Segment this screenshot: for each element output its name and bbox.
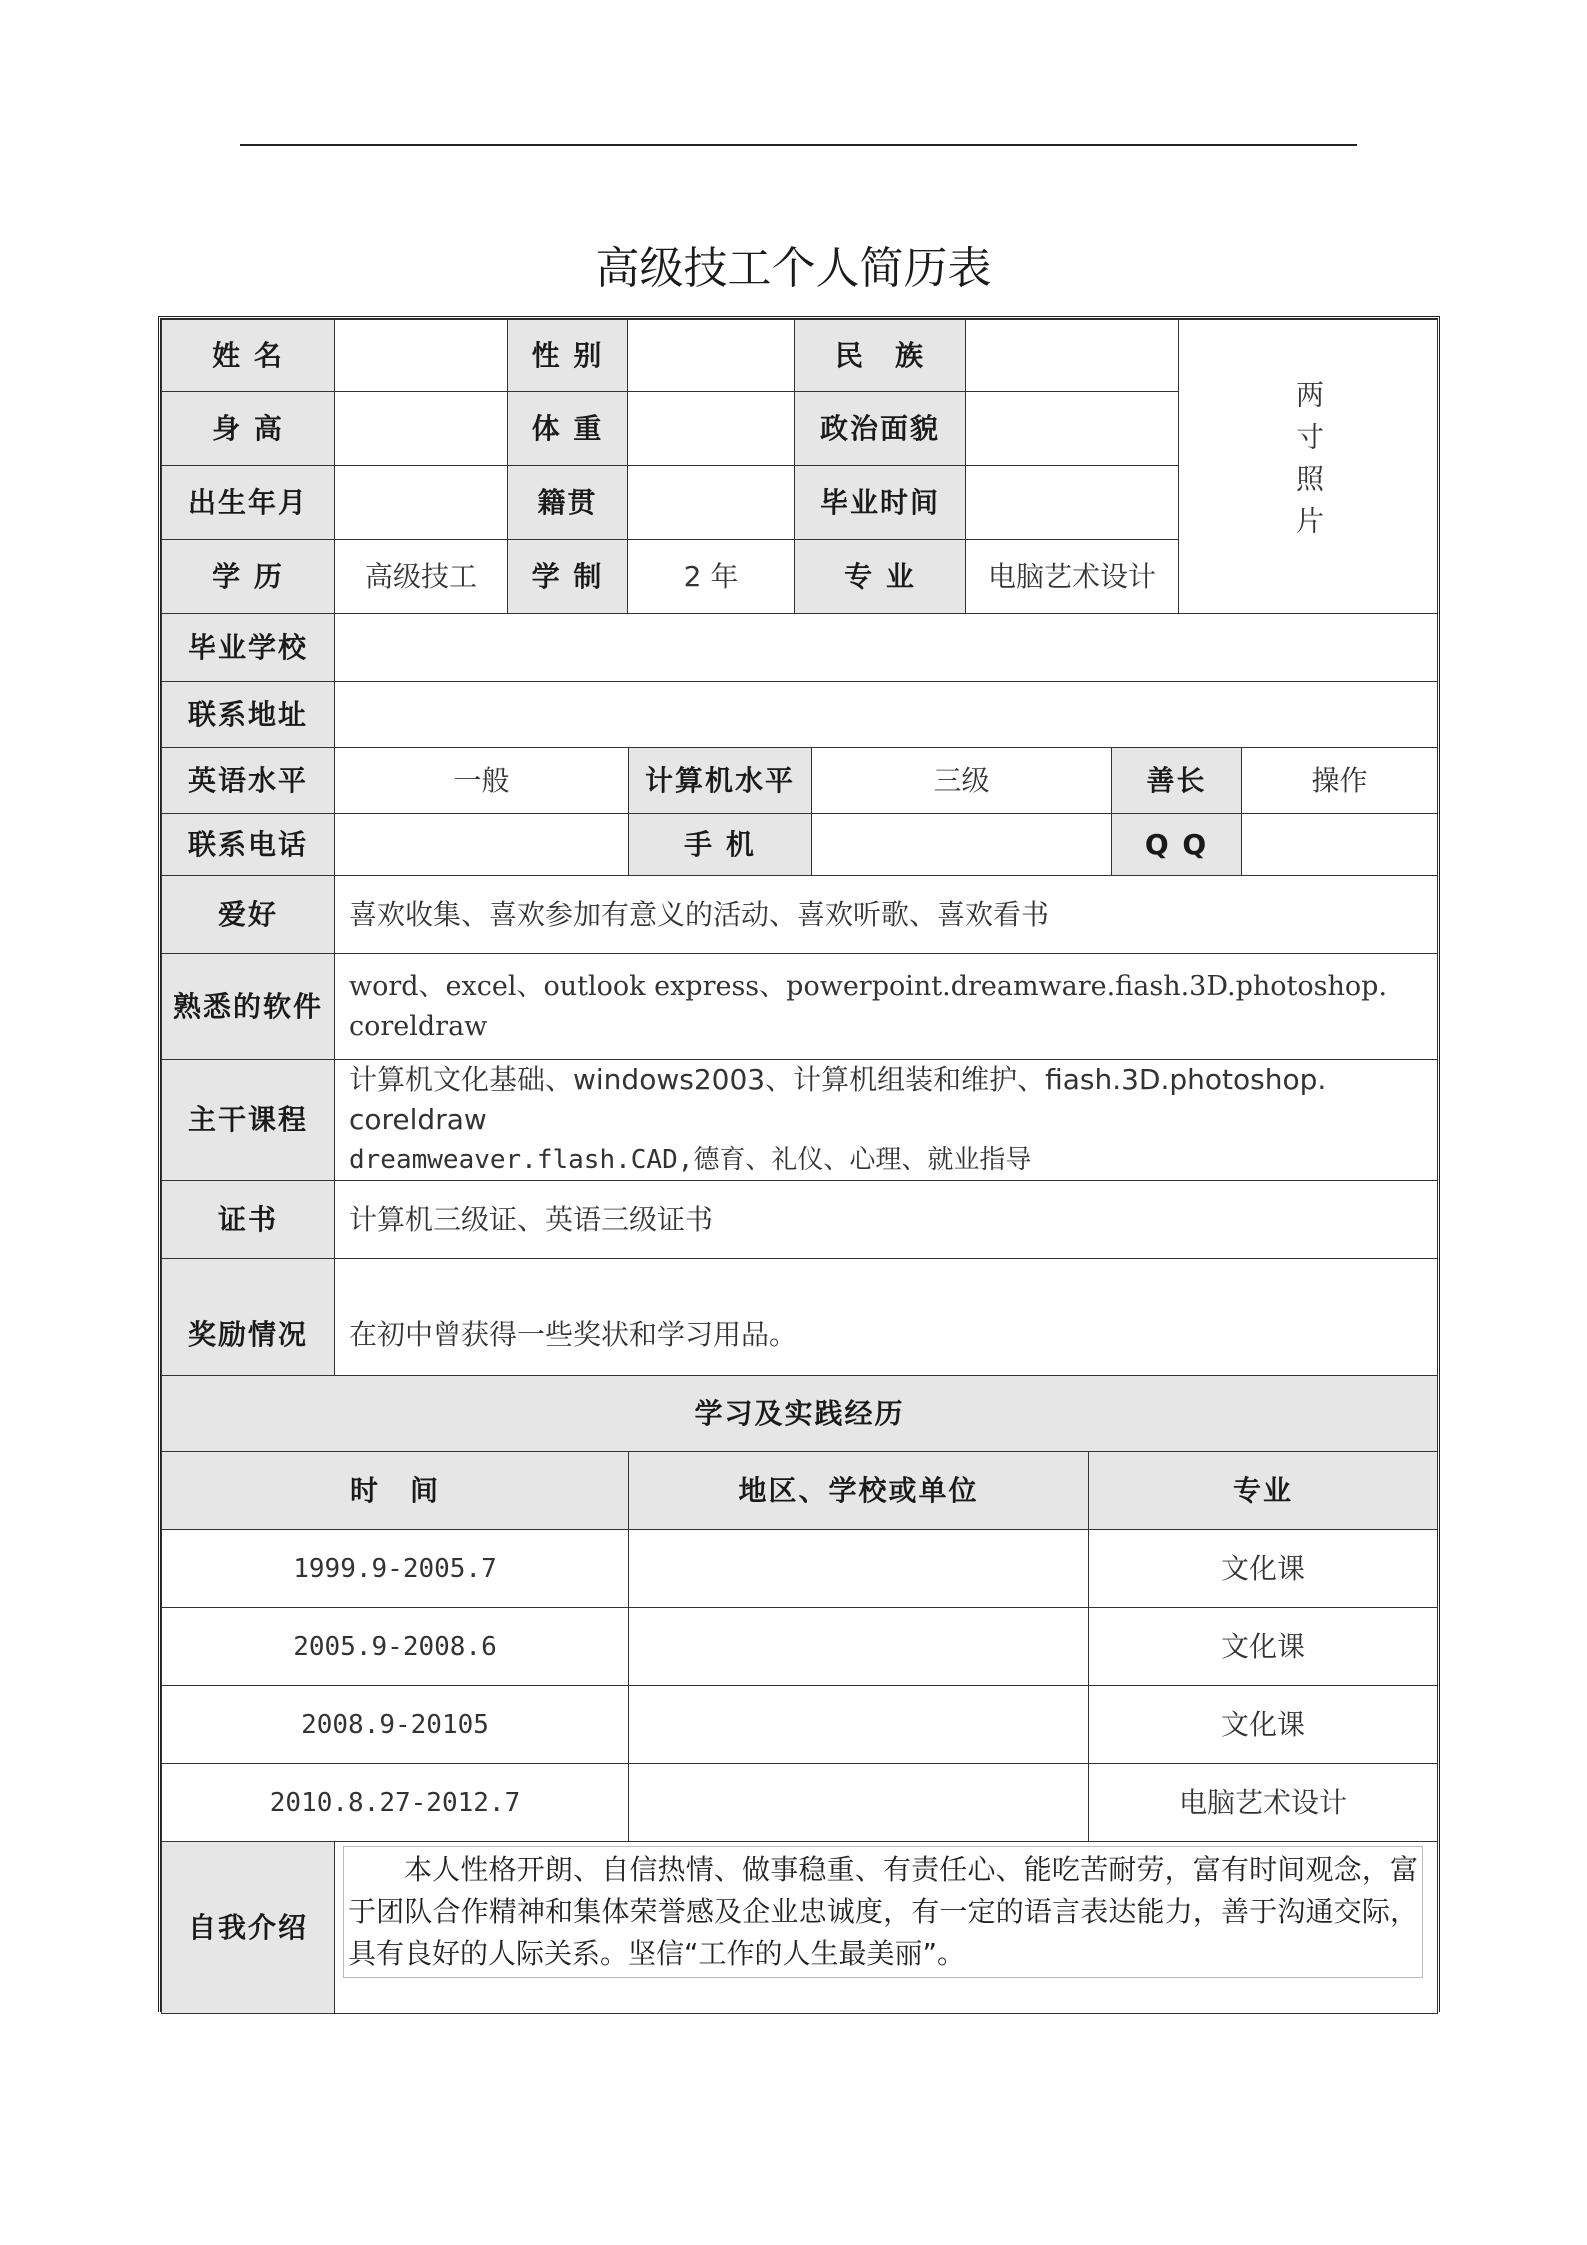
gender-label: 性 别 (508, 320, 628, 392)
height-value[interactable] (335, 392, 508, 466)
phone-label: 联系电话 (162, 814, 335, 876)
mobile-value[interactable] (812, 814, 1112, 876)
political-value[interactable] (966, 392, 1179, 466)
table-row (162, 1764, 1438, 1842)
computer-label: 计算机水平 (629, 748, 812, 814)
address-value[interactable] (335, 682, 1438, 748)
intro-text: 本人性格开朗、自信热情、做事稳重、有责任心、能吃苦耐劳，富有时间观念，富于团队合作精神和集体荣誉感及企业忠诚度，有一定的语言表达能力，善于沟通交际，具有良好的人际关系。坚信“工作的人生最美丽”。 (348, 1853, 1418, 1970)
origin-label: 籍贯 (508, 466, 628, 540)
birth-label: 出生年月 (162, 466, 335, 540)
experience-section-title: 学习及实践经历 (162, 1376, 1438, 1452)
exp-major[interactable]: 文化课 (1089, 1686, 1438, 1764)
education-label: 学 历 (162, 540, 335, 614)
major-label: 专 业 (795, 540, 966, 614)
table-row (162, 1686, 1438, 1764)
name-label: 姓 名 (162, 320, 335, 392)
intro-cell[interactable] (335, 1842, 1438, 2014)
strength-label: 善长 (1112, 748, 1242, 814)
exp-major[interactable]: 文化课 (1089, 1530, 1438, 1608)
name-value[interactable] (335, 320, 508, 392)
awards-value[interactable]: 在初中曾获得一些奖状和学习用品。 (335, 1259, 1438, 1411)
exp-time[interactable]: 2005.9-2008.6 (162, 1608, 629, 1686)
exp-col-place: 地区、学校或单位 (629, 1452, 1089, 1530)
birth-value[interactable] (335, 466, 508, 540)
graduation-time-label: 毕业时间 (795, 466, 966, 540)
resume-sheet (158, 316, 1440, 2012)
exp-col-major: 专业 (1089, 1452, 1438, 1530)
courses-label: 主干课程 (162, 1060, 335, 1181)
exp-major[interactable]: 电脑艺术设计 (1089, 1764, 1438, 1842)
ethnicity-value[interactable] (966, 320, 1179, 392)
address-label: 联系地址 (162, 682, 335, 748)
english-label: 英语水平 (162, 748, 335, 814)
table-row (162, 1530, 1438, 1608)
software-value[interactable]: word、excel、outlook express、powerpoint.dreamware.fiash.3D.photoshop. coreldraw (335, 954, 1438, 1060)
weight-label: 体 重 (508, 392, 628, 466)
exp-time[interactable]: 2008.9-20105 (162, 1686, 629, 1764)
qq-label: Q Q (1112, 814, 1242, 876)
phone-value[interactable] (335, 814, 629, 876)
intro-table (161, 1841, 1438, 2014)
education-value[interactable]: 高级技工 (335, 540, 508, 614)
photo-placeholder[interactable] (1179, 320, 1438, 614)
strength-value[interactable]: 操作 (1242, 748, 1438, 814)
courses-value[interactable] (335, 1060, 1438, 1181)
school-address-table (161, 613, 1438, 748)
details-table (161, 875, 1438, 1411)
exp-col-time: 时 间 (162, 1452, 629, 1530)
exp-time[interactable]: 1999.9-2005.7 (162, 1530, 629, 1608)
duration-value[interactable]: 2 年 (628, 540, 795, 614)
courses-line-1: 计算机文化基础、windows2003、计算机组装和维护、fiash.3D.photoshop. coreldraw (349, 1063, 1327, 1136)
cert-label: 证书 (162, 1181, 335, 1259)
hobbies-value[interactable]: 喜欢收集、喜欢参加有意义的活动、喜欢听歌、喜欢看书 (335, 876, 1438, 954)
table-row (162, 1608, 1438, 1686)
computer-value[interactable]: 三级 (812, 748, 1112, 814)
hobbies-label: 爱好 (162, 876, 335, 954)
cert-value[interactable]: 计算机三级证、英语三级证书 (335, 1181, 1438, 1259)
political-label: 政治面貌 (795, 392, 966, 466)
school-value[interactable] (335, 614, 1438, 682)
graduation-time-value[interactable] (966, 466, 1179, 540)
school-label: 毕业学校 (162, 614, 335, 682)
experience-table (161, 1375, 1438, 1842)
exp-place[interactable] (629, 1764, 1089, 1842)
major-value[interactable]: 电脑艺术设计 (966, 540, 1179, 614)
height-label: 身 高 (162, 392, 335, 466)
courses-line-2: dreamweaver.flash.CAD,德育、礼仪、心理、就业指导 (349, 1145, 1032, 1175)
origin-value[interactable] (628, 466, 795, 540)
qq-value[interactable] (1242, 814, 1438, 876)
intro-textbox[interactable] (343, 1846, 1423, 1978)
header-rule (240, 144, 1357, 146)
mobile-label: 手 机 (629, 814, 812, 876)
weight-value[interactable] (628, 392, 795, 466)
software-label: 熟悉的软件 (162, 954, 335, 1060)
awards-label: 奖励情况 (162, 1259, 335, 1411)
ethnicity-label: 民 族 (795, 320, 966, 392)
exp-major[interactable]: 文化课 (1089, 1608, 1438, 1686)
exp-time[interactable]: 2010.8.27-2012.7 (162, 1764, 629, 1842)
duration-label: 学 制 (508, 540, 628, 614)
gender-value[interactable] (628, 320, 795, 392)
intro-label: 自我介绍 (162, 1842, 335, 2014)
basic-info-table (161, 319, 1438, 614)
exp-place[interactable] (629, 1530, 1089, 1608)
page-title: 高级技工个人简历表 (595, 243, 992, 294)
exp-place[interactable] (629, 1608, 1089, 1686)
skills-contact-table (161, 747, 1438, 876)
exp-place[interactable] (629, 1686, 1089, 1764)
english-value[interactable]: 一般 (335, 748, 629, 814)
photo-placeholder-text: 两寸照片 (1292, 380, 1325, 548)
